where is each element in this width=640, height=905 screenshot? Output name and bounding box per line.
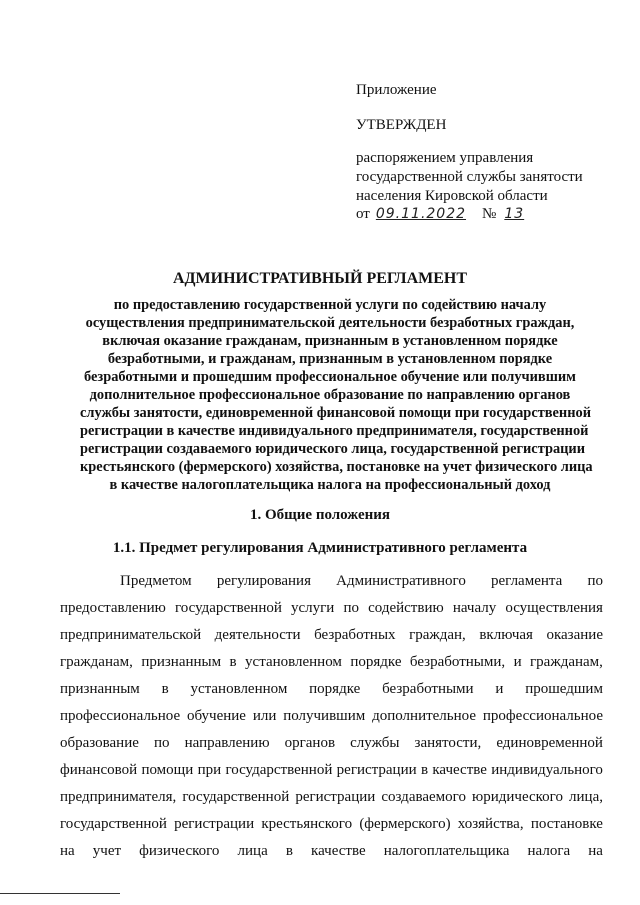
body-line — [60, 600, 603, 627]
subtitle-line: включая оказание гражданам, признанным в установленном порядке — [102, 333, 558, 349]
body-word: по — [343, 600, 359, 616]
body-word: образование — [60, 735, 139, 751]
body-word: профессиональное — [60, 708, 181, 724]
subtitle-line: осуществления предпринимательской деятельности безработных граждан, — [85, 315, 575, 331]
body-word: или — [252, 708, 277, 724]
body-word: получившим — [283, 708, 366, 724]
subtitle-line: службы занятости, единовременной финансовой помощи при государственной — [80, 405, 591, 421]
order-line: государственной службы занятости — [356, 169, 583, 185]
body-word: услуги — [291, 600, 335, 616]
body-word: финансовой — [60, 762, 138, 778]
body-line — [60, 654, 603, 681]
body-word: прошедшим — [525, 681, 603, 697]
body-word: государственной — [225, 762, 333, 778]
body-word: регистрации — [174, 816, 255, 832]
date-number-line — [356, 204, 524, 224]
handwritten-number: 13 — [504, 206, 525, 222]
body-word: признанным — [60, 681, 140, 697]
body-word: по — [587, 573, 603, 589]
body-word: установленном — [245, 654, 342, 670]
body-line — [60, 789, 603, 816]
order-line: населения Кировской области — [356, 188, 548, 204]
body-word: органов — [284, 735, 336, 751]
body-word: гражданам, — [530, 654, 603, 670]
body-word: безработных — [314, 627, 396, 643]
document-title: АДМИНИСТРАТИВНЫЙ РЕГЛАМЕНТ — [172, 270, 468, 287]
body-word: государственной — [60, 816, 167, 832]
body-line — [60, 762, 603, 789]
subtitle-line: регистрации в качестве индивидуального предпринимателя, государственной — [80, 423, 589, 439]
document-subtitle — [80, 296, 593, 494]
body-word: лица, — [569, 789, 603, 805]
body-word: регистрации — [295, 789, 376, 805]
body-word: физического — [139, 843, 220, 859]
body-line — [60, 735, 603, 762]
body-word: качестве — [311, 843, 366, 859]
date-prefix: от — [356, 206, 370, 222]
body-word: профессиональное — [482, 708, 603, 724]
body-word: регистрации — [336, 762, 417, 778]
body-word: юридического — [472, 789, 563, 805]
body-word: государственной — [174, 600, 282, 616]
body-word: граждан, — [409, 627, 466, 643]
section-heading: 1. Общие положения — [249, 507, 391, 523]
subtitle-line: дополнительное профессиональное образование по направлению органов — [89, 387, 571, 403]
body-word: предпринимательской — [60, 627, 202, 643]
body-word: в — [420, 762, 429, 778]
body-word: Предметом — [120, 573, 192, 589]
body-word: по — [153, 735, 170, 751]
body-word: (фермерского) — [359, 816, 451, 832]
body-word: безработными — [382, 681, 474, 697]
body-line — [60, 681, 603, 708]
body-word: хозяйства, — [457, 816, 524, 832]
body-word: налогоплательщика — [383, 843, 510, 859]
body-word: качестве — [432, 762, 487, 778]
body-word: гражданам, — [60, 654, 133, 670]
body-word: деятельности — [214, 627, 301, 643]
body-word: обучение — [186, 708, 246, 724]
handwritten-date: 09.11.2022 — [375, 206, 467, 222]
body-word: на — [60, 843, 75, 859]
body-word: и — [513, 654, 522, 670]
body-word: на — [588, 843, 603, 859]
body-word: в — [229, 654, 237, 670]
body-word: индивидуального — [491, 762, 603, 778]
body-word: налога — [527, 843, 571, 859]
body-word: дополнительное — [372, 708, 477, 724]
body-word: признанным — [141, 654, 222, 670]
body-word: содействию — [368, 600, 444, 616]
subtitle-line: безработными, и гражданам, признанным в установленном порядке — [107, 351, 553, 367]
body-word: при — [197, 762, 222, 778]
body-line — [60, 573, 603, 600]
body-word: постановке — [530, 816, 603, 832]
body-word: занятости, — [414, 735, 482, 751]
body-word: осуществления — [505, 600, 603, 616]
body-word: помощи — [141, 762, 194, 778]
body-word: предпринимателя, — [60, 789, 177, 805]
body-line — [60, 708, 603, 735]
order-line: распоряжением управления — [356, 150, 534, 166]
subtitle-line: регистрации создаваемого юридического лица, государственной регистрации — [80, 441, 586, 457]
body-word: создаваемого — [381, 789, 466, 805]
body-word: порядке — [350, 654, 402, 670]
body-word: учет — [92, 843, 122, 859]
body-word: предоставлению — [60, 600, 166, 616]
body-word: крестьянского — [261, 816, 353, 832]
approved-label: УТВЕРЖДЕН — [356, 117, 447, 133]
body-word: регулирования — [216, 573, 311, 589]
body-word: регламента — [491, 573, 563, 589]
body-word: и — [495, 681, 504, 697]
body-line — [60, 816, 603, 843]
body-word: направлению — [184, 735, 270, 751]
footer-rule — [0, 893, 120, 894]
body-word: установленном — [190, 681, 288, 697]
appendix-label: Приложение — [356, 82, 437, 98]
body-word: в — [285, 843, 293, 859]
number-prefix: № — [482, 206, 497, 222]
body-word: государственной — [182, 789, 290, 805]
subtitle-line: безработными и прошедшим профессиональное обучение или получившим — [84, 369, 576, 385]
body-word: началу — [452, 600, 497, 616]
body-word: Административного — [336, 573, 466, 589]
body-word: в — [161, 681, 169, 697]
body-word: службы — [350, 735, 400, 751]
body-word: лица — [237, 843, 268, 859]
body-word: единовременной — [496, 735, 603, 751]
body-word: включая — [479, 627, 533, 643]
subsection-heading: 1.1. Предмет регулирования Административного регламента — [112, 540, 528, 556]
body-line — [60, 843, 603, 870]
subtitle-line: по предоставлению государственной услуги по содействию началу — [113, 297, 547, 313]
body-word: оказание — [546, 627, 603, 643]
subtitle-line: крестьянского (фермерского) хозяйства, постановке на учет физического лица — [80, 459, 593, 475]
body-line — [60, 627, 603, 654]
body-word: безработными, — [409, 654, 506, 670]
subtitle-line: в качестве налогоплательщика налога на профессиональный доход — [109, 477, 551, 493]
body-paragraph — [60, 573, 603, 870]
body-word: порядке — [309, 681, 361, 697]
